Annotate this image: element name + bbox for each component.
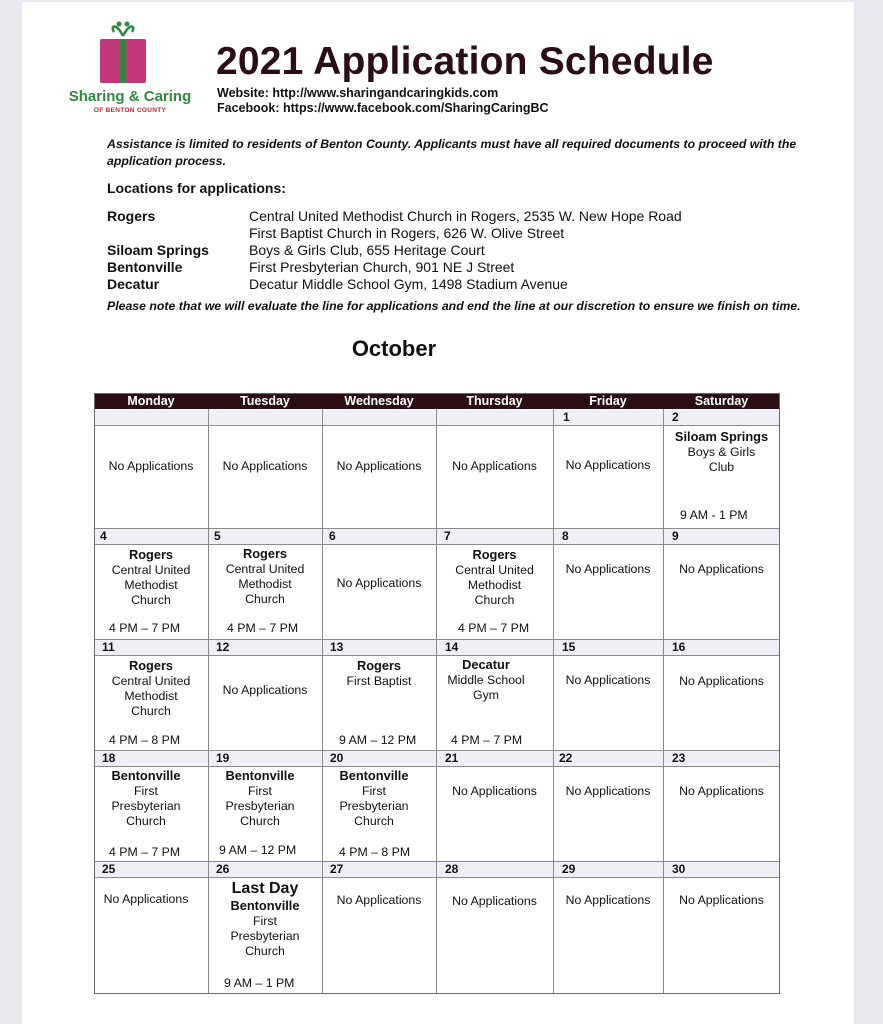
event-venue: First Presbyterian Church xyxy=(225,784,295,828)
event-time: 9 AM – 1 PM xyxy=(224,976,295,990)
date-number: 19 xyxy=(216,751,230,765)
event-time: 9 AM – 12 PM xyxy=(339,733,417,747)
date-number: 6 xyxy=(329,529,336,543)
date-number: 4 xyxy=(100,529,107,543)
calendar-grid xyxy=(94,393,780,994)
date-number: 7 xyxy=(444,529,451,543)
day-header-monday: Monday xyxy=(127,394,175,408)
location-name-bentonville: Bentonville xyxy=(107,259,183,275)
event-bentonville-oct19 xyxy=(208,768,312,829)
event-location: Rogers xyxy=(356,658,402,673)
event-time: 9 AM – 12 PM xyxy=(219,843,297,857)
event-location: Rogers xyxy=(128,547,174,562)
date-number: 12 xyxy=(216,640,230,654)
no-applications-label: No Applications xyxy=(679,674,764,688)
event-location: Bentonville xyxy=(111,768,181,783)
event-bentonville-oct18 xyxy=(94,768,198,829)
date-number: 14 xyxy=(445,640,459,654)
event-time: 4 PM – 7 PM xyxy=(109,845,181,859)
event-bentonville-oct26 xyxy=(208,880,322,959)
event-location: Rogers xyxy=(128,658,174,673)
date-number: 15 xyxy=(562,640,576,654)
date-number: 28 xyxy=(445,862,459,876)
location-name-rogers: Rogers xyxy=(107,208,156,224)
date-number: 1 xyxy=(563,410,570,424)
no-applications-label: No Applications xyxy=(565,562,651,576)
event-time: 4 PM – 7 PM xyxy=(109,621,181,635)
date-number: 11 xyxy=(102,640,115,654)
page-title: 2021 Application Schedule xyxy=(216,40,714,83)
location-name-siloam: Siloam Springs xyxy=(107,242,209,258)
last-day-label: Last Day xyxy=(231,880,299,897)
date-number: 20 xyxy=(330,751,344,765)
no-applications-label: No Applications xyxy=(565,458,651,472)
date-number: 16 xyxy=(672,640,686,654)
month-title: October xyxy=(351,336,437,361)
event-location: Rogers xyxy=(472,547,517,562)
no-applications-label: No Applications xyxy=(452,784,537,798)
date-number: 27 xyxy=(330,862,344,876)
day-header-wednesday: Wednesday xyxy=(344,394,414,408)
no-applications-label: No Applications xyxy=(679,784,764,798)
date-number: 5 xyxy=(214,529,221,543)
day-header-thursday: Thursday xyxy=(466,394,523,408)
event-time: 4 PM – 8 PM xyxy=(339,845,411,859)
event-venue: Central United Methodist Church xyxy=(111,674,191,718)
location-name-decatur: Decatur xyxy=(107,276,160,292)
event-venue: Central United Methodist Church xyxy=(111,563,191,607)
event-decatur-oct14 xyxy=(436,657,536,703)
no-applications-label: No Applications xyxy=(336,576,422,590)
no-applications-label: No Applications xyxy=(108,459,194,473)
event-venue: First Presbyterian Church xyxy=(111,784,181,828)
event-location: Siloam Springs xyxy=(674,429,769,444)
no-applications-label: No Applications xyxy=(452,894,537,908)
date-number: 21 xyxy=(445,751,459,765)
no-applications-label: No Applications xyxy=(222,683,308,697)
event-venue: Boys & Girls Club xyxy=(687,445,756,474)
flyer-page xyxy=(22,2,854,1024)
date-number: 9 xyxy=(672,529,679,543)
day-header-saturday: Saturday xyxy=(694,394,749,408)
gift-bow-icon xyxy=(108,18,138,38)
date-number: 22 xyxy=(559,751,573,765)
date-number: 29 xyxy=(562,862,576,876)
event-venue: First Presbyterian Church xyxy=(339,784,409,828)
event-location: Bentonville xyxy=(230,898,300,913)
event-siloam-springs xyxy=(663,429,780,475)
website-link[interactable]: Website: http://www.sharingandcaringkids.com xyxy=(217,86,499,100)
location-address-siloam: Boys & Girls Club, 655 Heritage Court xyxy=(249,242,485,258)
event-rogers-oct4 xyxy=(94,547,208,608)
event-rogers-oct11 xyxy=(94,658,208,719)
event-location: Rogers xyxy=(242,546,288,561)
date-number: 2 xyxy=(672,410,679,424)
no-applications-label: No Applications xyxy=(222,459,308,473)
event-venue: Middle School Gym xyxy=(447,673,525,702)
logo-name: Sharing & Caring xyxy=(68,88,192,105)
event-time: 4 PM – 7 PM xyxy=(227,621,299,635)
event-time: 4 PM – 7 PM xyxy=(451,733,523,747)
event-bentonville-oct20 xyxy=(322,768,426,829)
event-venue: First Baptist xyxy=(346,674,412,688)
location-address-decatur: Decatur Middle School Gym, 1498 Stadium Avenue xyxy=(249,276,568,292)
day-header-friday: Friday xyxy=(589,394,627,408)
sharing-caring-logo xyxy=(60,14,200,124)
date-number: 30 xyxy=(672,862,686,876)
no-applications-label: No Applications xyxy=(679,562,764,576)
no-applications-label: No Applications xyxy=(565,784,651,798)
no-applications-label: No Applications xyxy=(336,893,422,907)
location-address-bentonville: First Presbyterian Church, 901 NE J Street xyxy=(249,259,515,275)
location-address-rogers-2: First Baptist Church in Rogers, 626 W. Olive Street xyxy=(249,225,565,241)
no-applications-label: No Applications xyxy=(679,893,764,907)
event-rogers-oct7 xyxy=(436,547,553,608)
event-rogers-oct13 xyxy=(322,658,436,689)
date-number: 18 xyxy=(102,751,116,765)
day-header-tuesday: Tuesday xyxy=(240,394,290,408)
event-venue: First Presbyterian Church xyxy=(230,914,300,958)
event-time: 9 AM - 1 PM xyxy=(680,508,748,522)
no-applications-label: No Applications xyxy=(565,893,651,907)
event-rogers-oct5 xyxy=(208,546,322,607)
no-applications-label: No Applications xyxy=(103,892,189,906)
locations-heading: Locations for applications: xyxy=(107,180,286,196)
no-applications-label: No Applications xyxy=(452,459,537,473)
date-number: 13 xyxy=(330,640,344,654)
event-time: 4 PM – 8 PM xyxy=(109,733,181,747)
event-venue: Central United Methodist Church xyxy=(455,563,534,607)
event-location: Bentonville xyxy=(339,768,409,783)
event-location: Bentonville xyxy=(225,768,295,783)
event-location: Decatur xyxy=(462,657,510,672)
date-number: 23 xyxy=(672,751,686,765)
location-address-rogers-1: Central United Methodist Church in Rogers, 2535 W. New Hope Road xyxy=(249,208,682,224)
residency-notice: Assistance is limited to residents of Benton County. Applicants must have all required documents to proceed with the application process. xyxy=(107,137,797,168)
no-applications-label: No Applications xyxy=(336,459,422,473)
date-number: 25 xyxy=(102,862,116,876)
date-number: 8 xyxy=(562,529,569,543)
gift-box-icon xyxy=(100,39,146,83)
line-note: Please note that we will evaluate the line for applications and end the line at our discretion to ensure we finish on time. xyxy=(107,299,801,313)
event-venue: Central United Methodist Church xyxy=(225,562,305,606)
event-time: 4 PM – 7 PM xyxy=(458,621,530,635)
date-number: 26 xyxy=(216,862,230,876)
logo-subtitle: OF BENTON COUNTY xyxy=(93,107,167,114)
no-applications-label: No Applications xyxy=(565,673,651,687)
facebook-link[interactable]: Facebook: https://www.facebook.com/SharingCaringBC xyxy=(217,101,549,115)
